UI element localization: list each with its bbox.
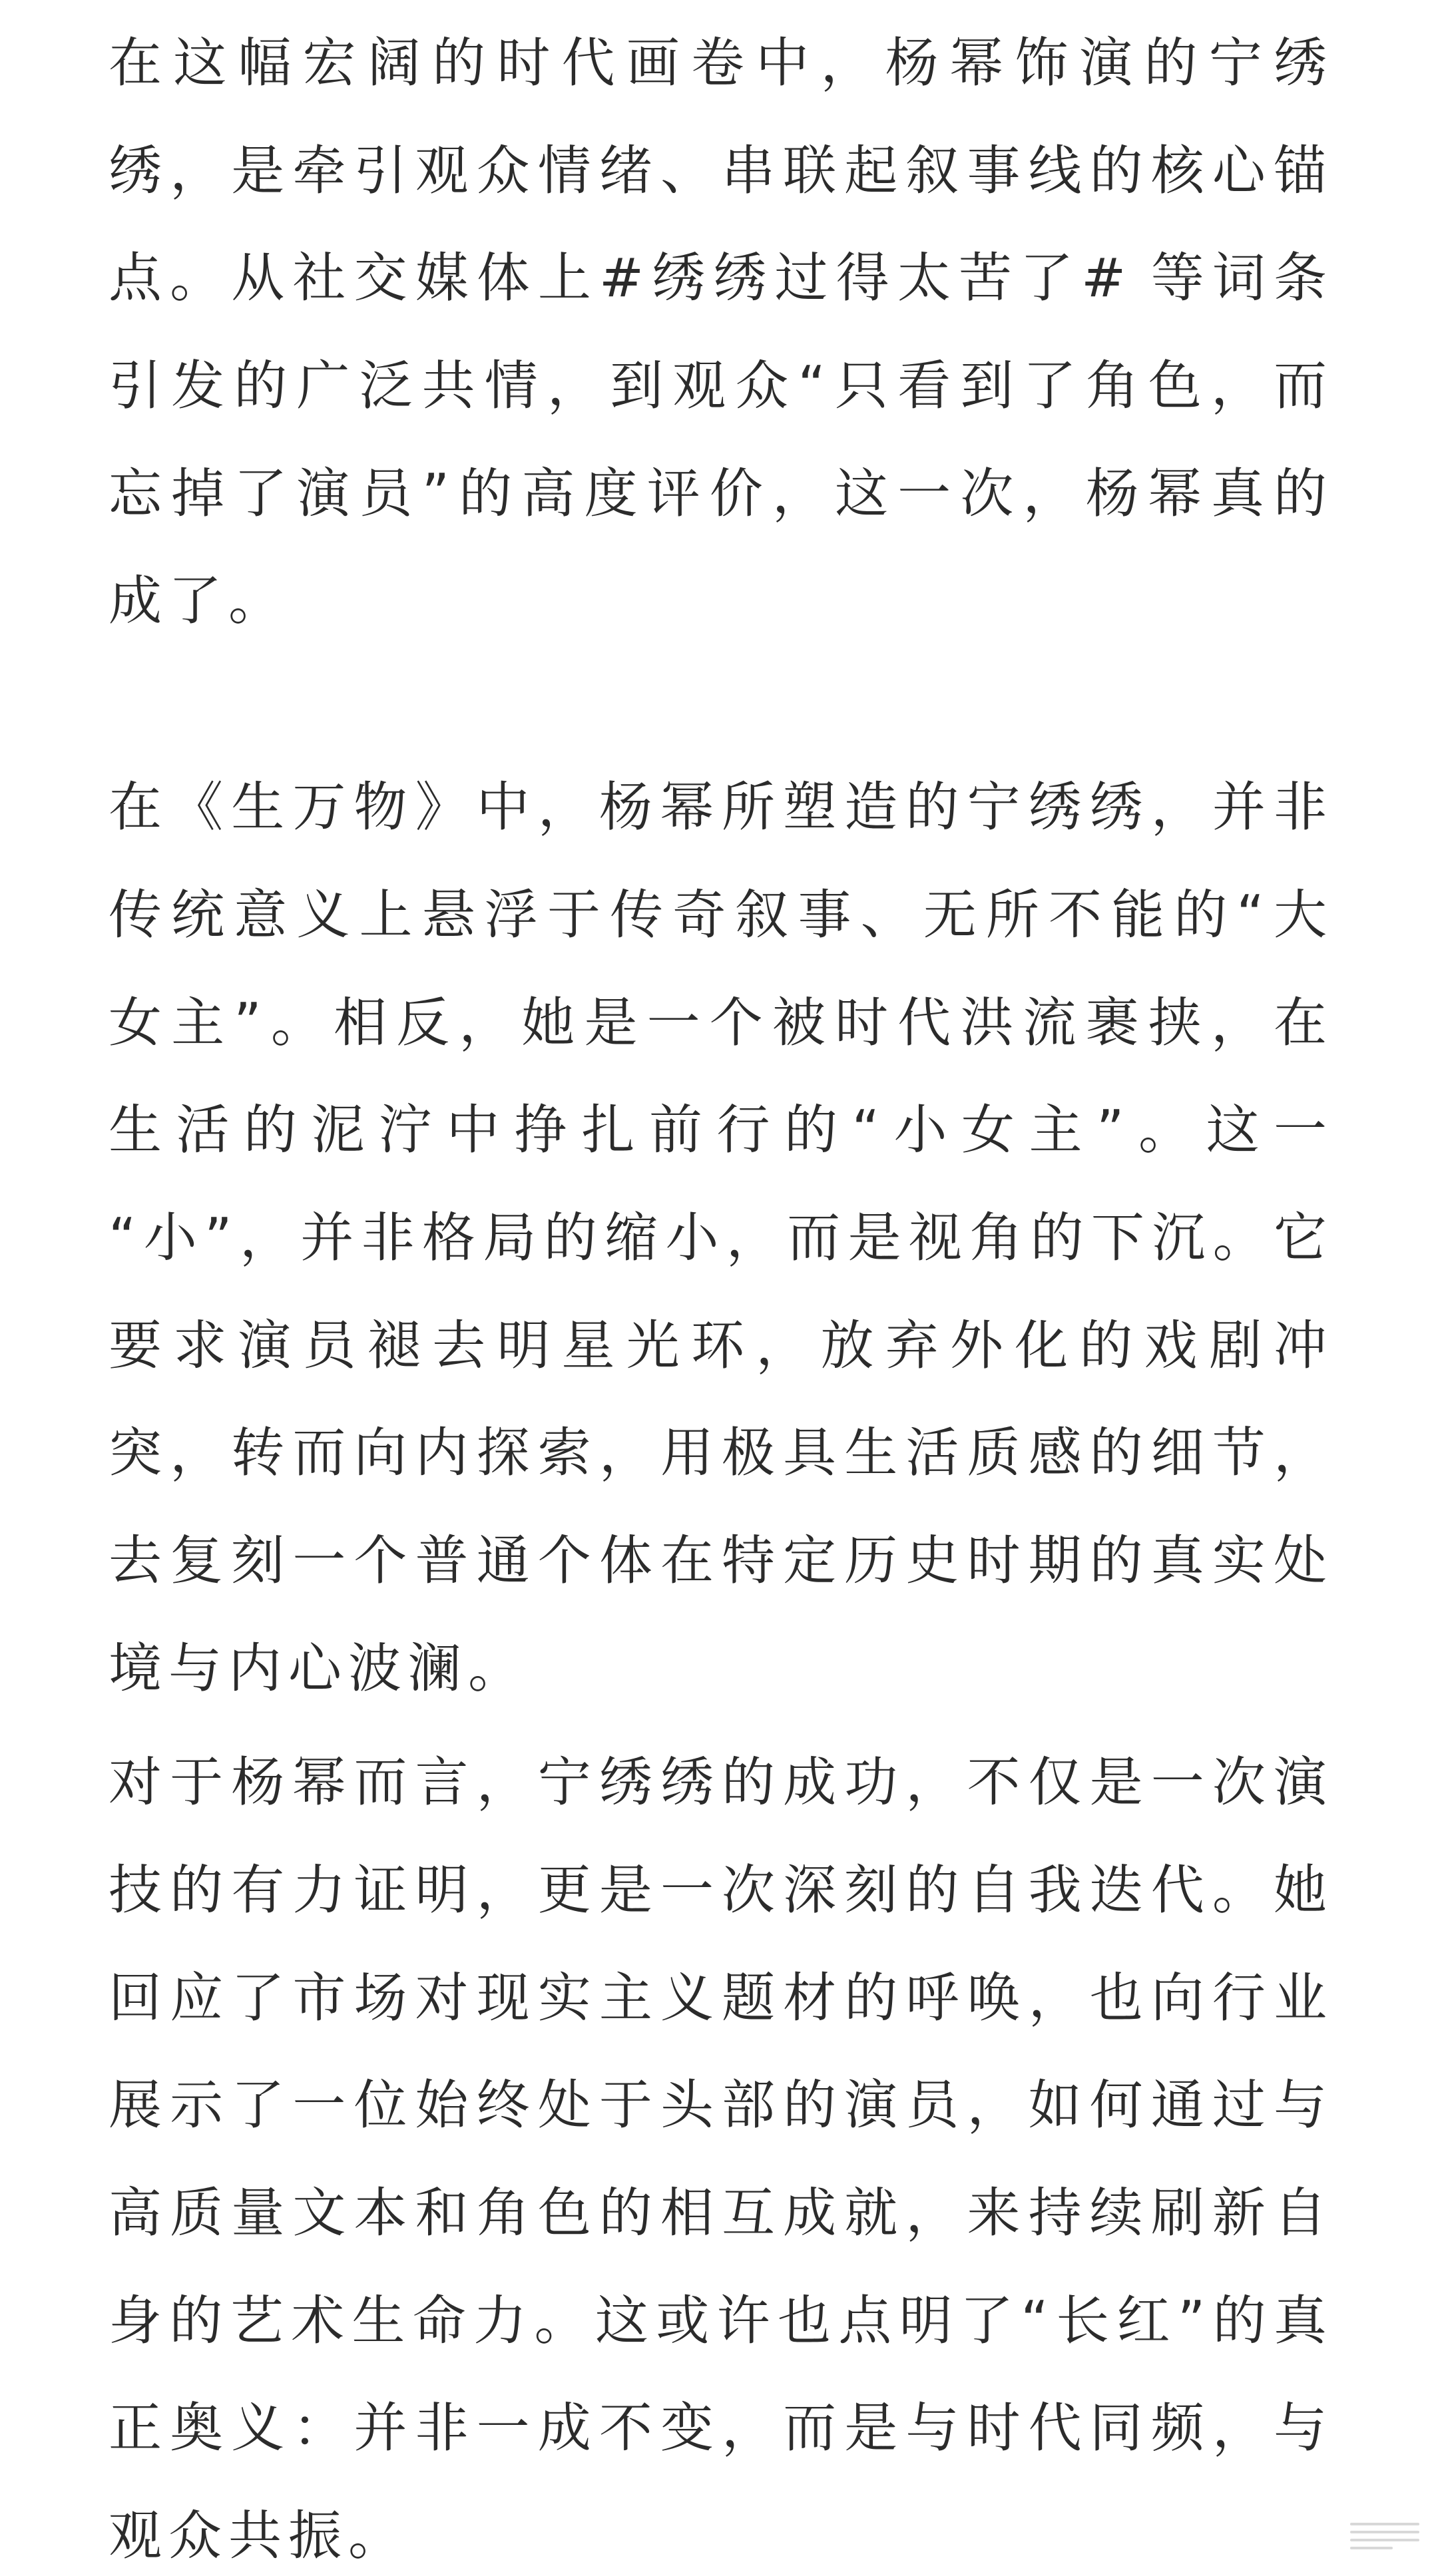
text-line: “小”，并非格局的缩小，而是视角的下沉。它 bbox=[109, 1207, 1327, 1269]
text-line: 生活的泥泞中挣扎前行的“小女主”。这一 bbox=[109, 1099, 1327, 1161]
reading-mode-icon[interactable] bbox=[1345, 2516, 1425, 2556]
text-line: 要求演员褪去明星光环，放弃外化的戏剧冲 bbox=[109, 1315, 1327, 1377]
text-line: 绣，是牵引观众情绪、串联起叙事线的核心锚 bbox=[109, 140, 1327, 202]
text-line: 回应了市场对现实主义题材的呼唤，也向行业 bbox=[109, 1967, 1327, 2029]
text-line: 技的有力证明，更是一次深刻的自我迭代。她 bbox=[109, 1859, 1327, 1921]
text-line: 在《生万物》中，杨幂所塑造的宁绣绣，并非 bbox=[109, 776, 1327, 838]
text-line: 观众共振。 bbox=[109, 2505, 408, 2567]
text-line: 展示了一位始终处于头部的演员，如何通过与 bbox=[109, 2074, 1327, 2136]
text-line: 忘掉了演员”的高度评价，这一次，杨幂真的 bbox=[109, 463, 1327, 525]
text-line: 引发的广泛共情，到观众“只看到了角色，而 bbox=[109, 355, 1327, 417]
text-line: 境与内心波澜。 bbox=[109, 1637, 528, 1699]
text-line: 对于杨幂而言，宁绣绣的成功，不仅是一次演 bbox=[109, 1751, 1327, 1813]
text-line: 点。从社交媒体上#绣绣过得太苦了# 等词条 bbox=[109, 247, 1327, 309]
text-line: 正奥义：并非一成不变，而是与时代同频，与 bbox=[109, 2397, 1327, 2459]
text-line: 成了。 bbox=[109, 570, 288, 632]
text-line: 高质量文本和角色的相互成就，来持续刷新自 bbox=[109, 2182, 1327, 2244]
text-line: 女主”。相反，她是一个被时代洪流裹挟，在 bbox=[109, 992, 1327, 1054]
text-line: 身的艺术生命力。这或许也点明了“长红”的真 bbox=[109, 2290, 1327, 2352]
text-line: 突，转而向内探索，用极具生活质感的细节， bbox=[109, 1422, 1327, 1484]
text-line: 在这幅宏阔的时代画卷中，杨幂饰演的宁绣 bbox=[109, 32, 1327, 94]
text-line: 去复刻一个普通个体在特定历史时期的真实处 bbox=[109, 1530, 1327, 1592]
text-line: 传统意义上悬浮于传奇叙事、无所不能的“大 bbox=[109, 884, 1327, 946]
